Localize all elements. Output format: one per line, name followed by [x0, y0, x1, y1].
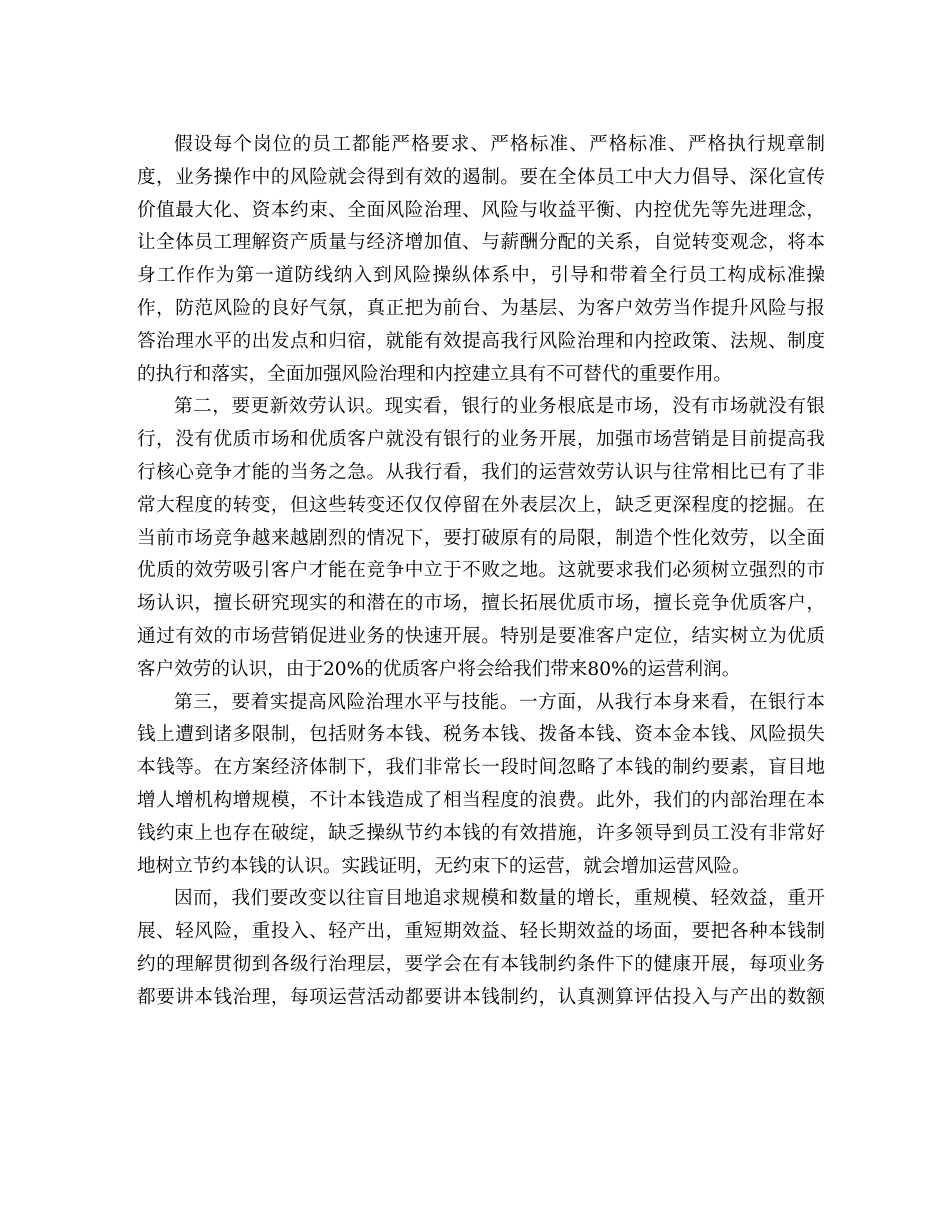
text-line: 身工作作为第一道防线纳入到风险操纵体系中，引导和带着全行员工构成标准操 [137, 265, 825, 287]
text-line: 通过有效的市场营销促进业务的快速开展。特别是要准客户定位，结实树立为优质 [137, 625, 825, 647]
paragraph-3 [137, 687, 825, 884]
text-line: 因而，我们要改变以往盲目地追求规模和数量的增长，重规模、轻效益，重开 [174, 888, 825, 910]
text-line: 答治理水平的出发点和归宿，就能有效提高我行风险治理和内控政策、法规、制度 [137, 330, 825, 352]
text-line: 优质的效劳吸引客户才能在竞争中立于不败之地。这就要求我们必须树立强烈的市 [137, 560, 825, 582]
paragraph-4 [137, 883, 825, 1014]
text-line: 约的理解贯彻到各级行治理层，要学会在有本钱制约条件下的健康开展，每项业务 [137, 953, 825, 975]
text-line: 行，没有优质市场和优质客户就没有银行的业务开展，加强市场营销是目前提高我 [137, 429, 825, 451]
text-line: 价值最大化、资本约束、全面风险治理、风险与收益平衡、内控优先等先进理念， [137, 199, 825, 221]
text-line: 都要讲本钱治理，每项运营活动都要讲本钱制约，认真测算评估投入与产出的数额 [137, 986, 825, 1008]
text-line: 当前市场竞争越来越剧烈的情况下，要打破原有的局限，制造个性化效劳，以全面 [137, 527, 825, 549]
text-line: 本钱等。在方案经济体制下，我们非常长一段时间忽略了本钱的制约要素，盲目地 [137, 757, 825, 779]
text-line: 让全体员工理解资产质量与经济增加值、与薪酬分配的关系，自觉转变观念，将本 [137, 232, 825, 254]
text-line: 钱约束上也存在破绽，缺乏操纵节约本钱的有效措施，许多领导到员工没有非常好 [137, 822, 825, 844]
document-body [137, 129, 825, 1015]
text-line: 地树立节约本钱的认识。实践证明，无约束下的运营，就会增加运营风险。 [137, 855, 751, 877]
paragraph-1 [137, 129, 825, 391]
text-line: 假设每个岗位的员工都能严格要求、严格标准、严格标准、严格执行规章制 [174, 134, 825, 155]
text-line: 作，防范风险的良好气氛，真正把为前台、为基层、为客户效劳当作提升风险与报 [137, 297, 825, 319]
text-line: 增人增机构增规模，不计本钱造成了相当程度的浪费。此外，我们的内部治理在本 [137, 789, 825, 811]
text-line: 第二，要更新效劳认识。现实看，银行的业务根底是市场，没有市场就没有银 [174, 396, 825, 418]
text-line: 展、轻风险，重投入、轻产出，重短期效益、轻长期效益的场面，要把各种本钱制 [137, 921, 825, 943]
text-line: 行核心竞争才能的当务之急。从我行看，我们的运营效劳认识与往常相比已有了非 [137, 461, 825, 483]
text-line: 度，业务操作中的风险就会得到有效的遏制。要在全体员工中大力倡导、深化宣传 [137, 166, 825, 188]
text-line: 常大程度的转变，但这些转变还仅仅停留在外表层次上，缺乏更深程度的挖掘。在 [137, 494, 825, 516]
text-line: 场认识，擅长研究现实的和潜在的市场，擅长拓展优质市场，擅长竞争优质客户， [137, 593, 825, 615]
text-line: 第三，要着实提高风险治理水平与技能。一方面，从我行本身来看，在银行本 [174, 691, 825, 713]
text-line: 钱上遭到诸多限制，包括财务本钱、税务本钱、拨备本钱、资本金本钱、风险损失 [137, 724, 825, 746]
paragraph-2 [137, 391, 825, 686]
text-line: 的执行和落实，全面加强风险治理和内控建立具有不可替代的重要作用。 [137, 363, 733, 385]
text-line: 客户效劳的认识，由于20%的优质客户将会给我们带来80%的运营利润。 [137, 658, 741, 680]
